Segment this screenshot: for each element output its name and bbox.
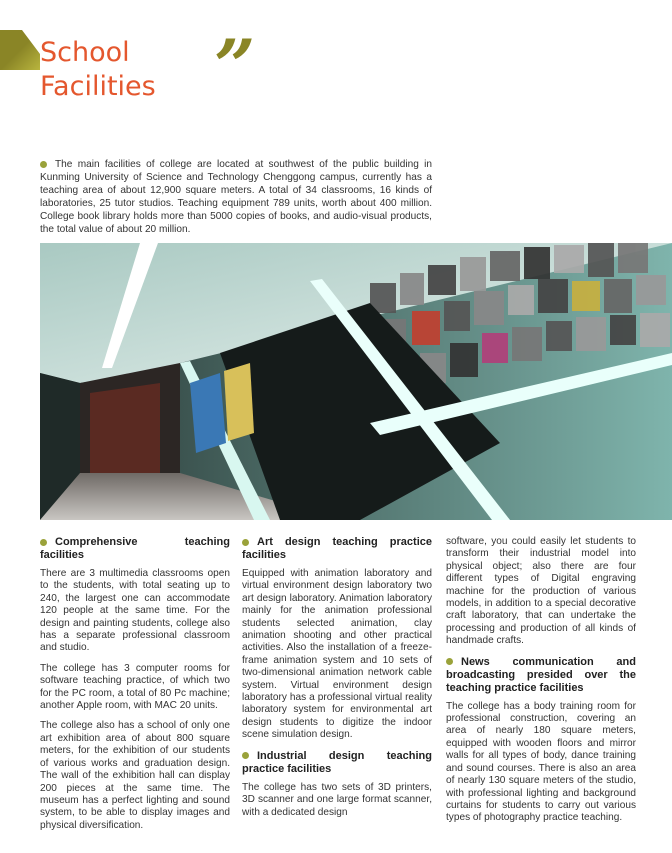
- paragraph: The college has two sets of 3D printers, 3D scanner and one large format scanner, with a dedicated design: [242, 781, 432, 818]
- heading-text: News communication and broadcasting presided over the teaching practice facilities: [446, 655, 636, 694]
- title-line-1: School: [40, 37, 130, 68]
- heading-text: Art design teaching practice facilities: [242, 536, 432, 561]
- bullet-icon: [40, 161, 47, 168]
- heading-text: Comprehensive teaching facilities: [40, 536, 230, 561]
- paragraph: The college also has a school of only one art exhibition area of about 800 square meters, for the exhibition of our students of various works and graduation design. The wall of the exhibition hall can display 200 pieces at the same time. The museum has a perfect lighting and sound system, to be able to display images and physical diversification.: [40, 720, 230, 831]
- page-title: [40, 36, 156, 104]
- column-3: [446, 536, 636, 833]
- column-2: [242, 536, 432, 827]
- quote-mark-icon: ”: [214, 23, 256, 108]
- heading-text: Industrial design teaching practice facilities: [242, 749, 432, 775]
- column-1: [40, 536, 230, 840]
- paragraph: software, you could easily let students to transform their industrial model into physical object; also there are four different types of Digital engraving machine for the production of various models, in addition to a special decorative craft laboratory, that can undertake the processing and production of all kinds of handmade crafts.: [446, 536, 636, 647]
- bullet-icon: [40, 539, 47, 546]
- section-heading-industrial-design: [242, 750, 432, 776]
- paragraph: The college has 3 computer rooms for software teaching practice, of which two for the PC room, a total of 80 Pc machine; another Apple room, with MAC 20 units.: [40, 662, 230, 712]
- bullet-icon: [242, 752, 249, 759]
- title-line-2: Facilities: [40, 71, 156, 102]
- paragraph: The college has a body training room for professional construction, covering an area of nearly 180 square meters, equipped with wooden floors and mirror walls for all types of body, dance training and sound courses. There is also an area of nearly 130 square meters of the studio, with professional lighting and background curtains for students to carry out various types of photography practice teaching.: [446, 700, 636, 824]
- corridor-photo: [40, 243, 672, 520]
- paragraph: Equipped with animation laboratory and virtual environment design laboratory two art design laboratory. Animation laboratory mainly for the animation professional students selected animation, clay animation shooting and other practical activities. Also the installation of a freeze-frame animation system and 10 sets of two-dimensional animation network cable system. Virtual environment design laboratory has a professional virtual reality laboratory system for environmental art design students to digitize the indoor scene simulation design.: [242, 568, 432, 741]
- bullet-icon: [242, 539, 249, 546]
- corner-decoration: [0, 30, 40, 70]
- section-heading-comprehensive: [40, 536, 230, 562]
- paragraph: There are 3 multimedia classrooms open to the students, with total seating up to 240, the largest one can accommodate 120 people at the same time. For the design and painting students, college also has a separate professional classroom and studio.: [40, 568, 230, 654]
- corridor-photo-icon: [40, 243, 672, 520]
- intro-text: The main facilities of college are located at southwest of the public building in Kunming University of Science and Technology Chenggong campus, currently has a teaching area of about 12,900 square meters. A total of 34 classrooms, 16 kinds of laboratories, 25 tutor studios. Teaching equipment 789 units, worth about 400 million. College book library holds more than 5000 copies of books, and audio-visual products, the total value of about 20 million.: [40, 159, 432, 235]
- section-heading-news-communication: [446, 656, 636, 695]
- bullet-icon: [446, 658, 453, 665]
- section-heading-art-design: [242, 536, 432, 562]
- intro-paragraph: [40, 158, 432, 236]
